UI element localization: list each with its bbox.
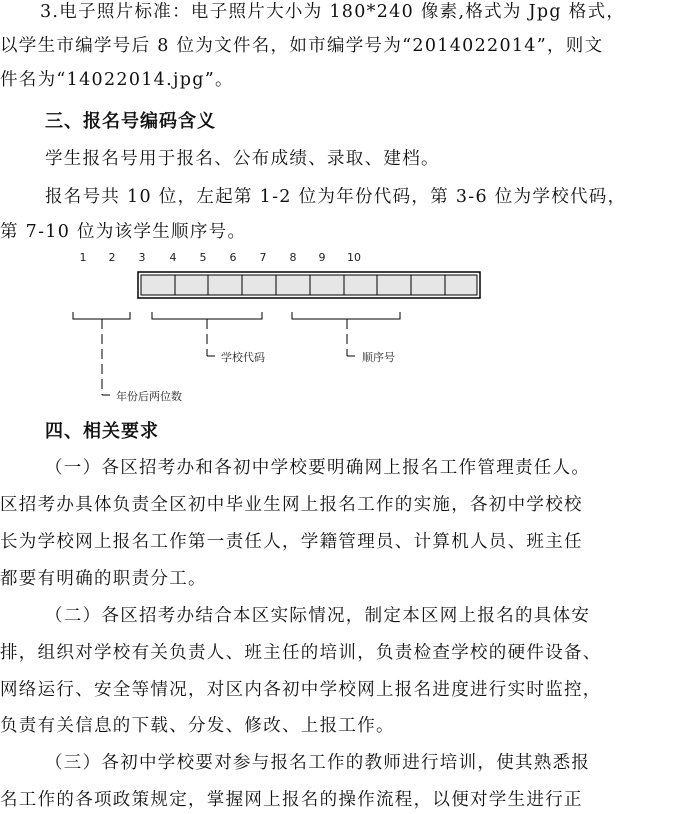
photo-standard-line-3: 件名为“14022014.jpg”。 bbox=[0, 70, 234, 90]
requirement-1-line-2: 区招考办具体负责全区初中毕业生网上报名工作的实施，各初中学校校 bbox=[0, 495, 583, 515]
school-code-bracket bbox=[152, 312, 262, 319]
requirement-2-line-1: （二）各区招考办结合本区实际情况，制定本区网上报名的具体安 bbox=[45, 606, 591, 626]
requirement-2-line-2: 排，组织对学校有关负责人、班主任的培训，负责检查学校的硬件设备、 bbox=[0, 643, 602, 663]
position-label: 1 bbox=[79, 251, 87, 264]
requirement-2-line-3: 网络运行、安全等情况，对区内各初中学校网上报名进度进行实时监控， bbox=[0, 680, 602, 700]
registration-number-usage: 学生报名号用于报名、公布成绩、录取、建档。 bbox=[45, 149, 440, 169]
position-label: 7 bbox=[259, 251, 267, 264]
heading-related-requirements: 四、相关要求 bbox=[45, 421, 159, 442]
registration-number-structure-line-1: 报名号共 10 位，左起第 1-2 位为年份代码，第 3-6 位为学校代码， bbox=[45, 187, 627, 207]
registration-number-structure-line-2: 第 7-10 位为该学生顺序号。 bbox=[0, 222, 247, 242]
position-label: 6 bbox=[229, 251, 237, 264]
sequence-label: 顺序号 bbox=[362, 351, 395, 364]
position-label: 8 bbox=[289, 251, 297, 264]
registration-number-diagram bbox=[0, 244, 677, 414]
requirement-3-line-1: （三）各初中学校要对参与报名工作的教师进行培训，使其熟悉报 bbox=[45, 753, 591, 773]
position-label: 10 bbox=[347, 251, 361, 264]
year-label: 年份后两位数 bbox=[116, 390, 182, 403]
heading-registration-number-meaning: 三、报名号编码含义 bbox=[45, 111, 216, 132]
code-box-inner bbox=[141, 275, 477, 295]
position-label: 9 bbox=[318, 251, 326, 264]
position-label: 5 bbox=[199, 251, 207, 264]
position-label: 4 bbox=[169, 251, 177, 264]
requirement-1-line-3: 长为学校网上报名工作第一责任人，学籍管理员、计算机人员、班主任 bbox=[0, 532, 583, 552]
year-bracket bbox=[73, 312, 130, 319]
school-code-label: 学校代码 bbox=[221, 351, 265, 364]
requirement-1-line-1: （一）各区招考办和各初中学校要明确网上报名工作管理责任人。 bbox=[45, 458, 591, 478]
position-label: 3 bbox=[138, 251, 146, 264]
position-label: 2 bbox=[108, 251, 116, 264]
photo-standard-line-1: 3.电子照片标准：电子照片大小为 180*240 像素,格式为 Jpg 格式， bbox=[40, 2, 626, 22]
position-labels bbox=[80, 251, 362, 264]
requirement-2-line-4: 负责有关信息的下载、分发、修改、上报工作。 bbox=[0, 716, 395, 736]
requirement-3-line-2: 名工作的各项政策规定，掌握网上报名的操作流程，以便对学生进行正 bbox=[0, 790, 583, 810]
sequence-bracket bbox=[292, 312, 400, 319]
photo-standard-line-2: 以学生市编学号后 8 位为文件名，如市编学号为“2014022014”，则文 bbox=[0, 36, 604, 56]
requirement-1-line-4: 都要有明确的职责分工。 bbox=[0, 569, 207, 589]
